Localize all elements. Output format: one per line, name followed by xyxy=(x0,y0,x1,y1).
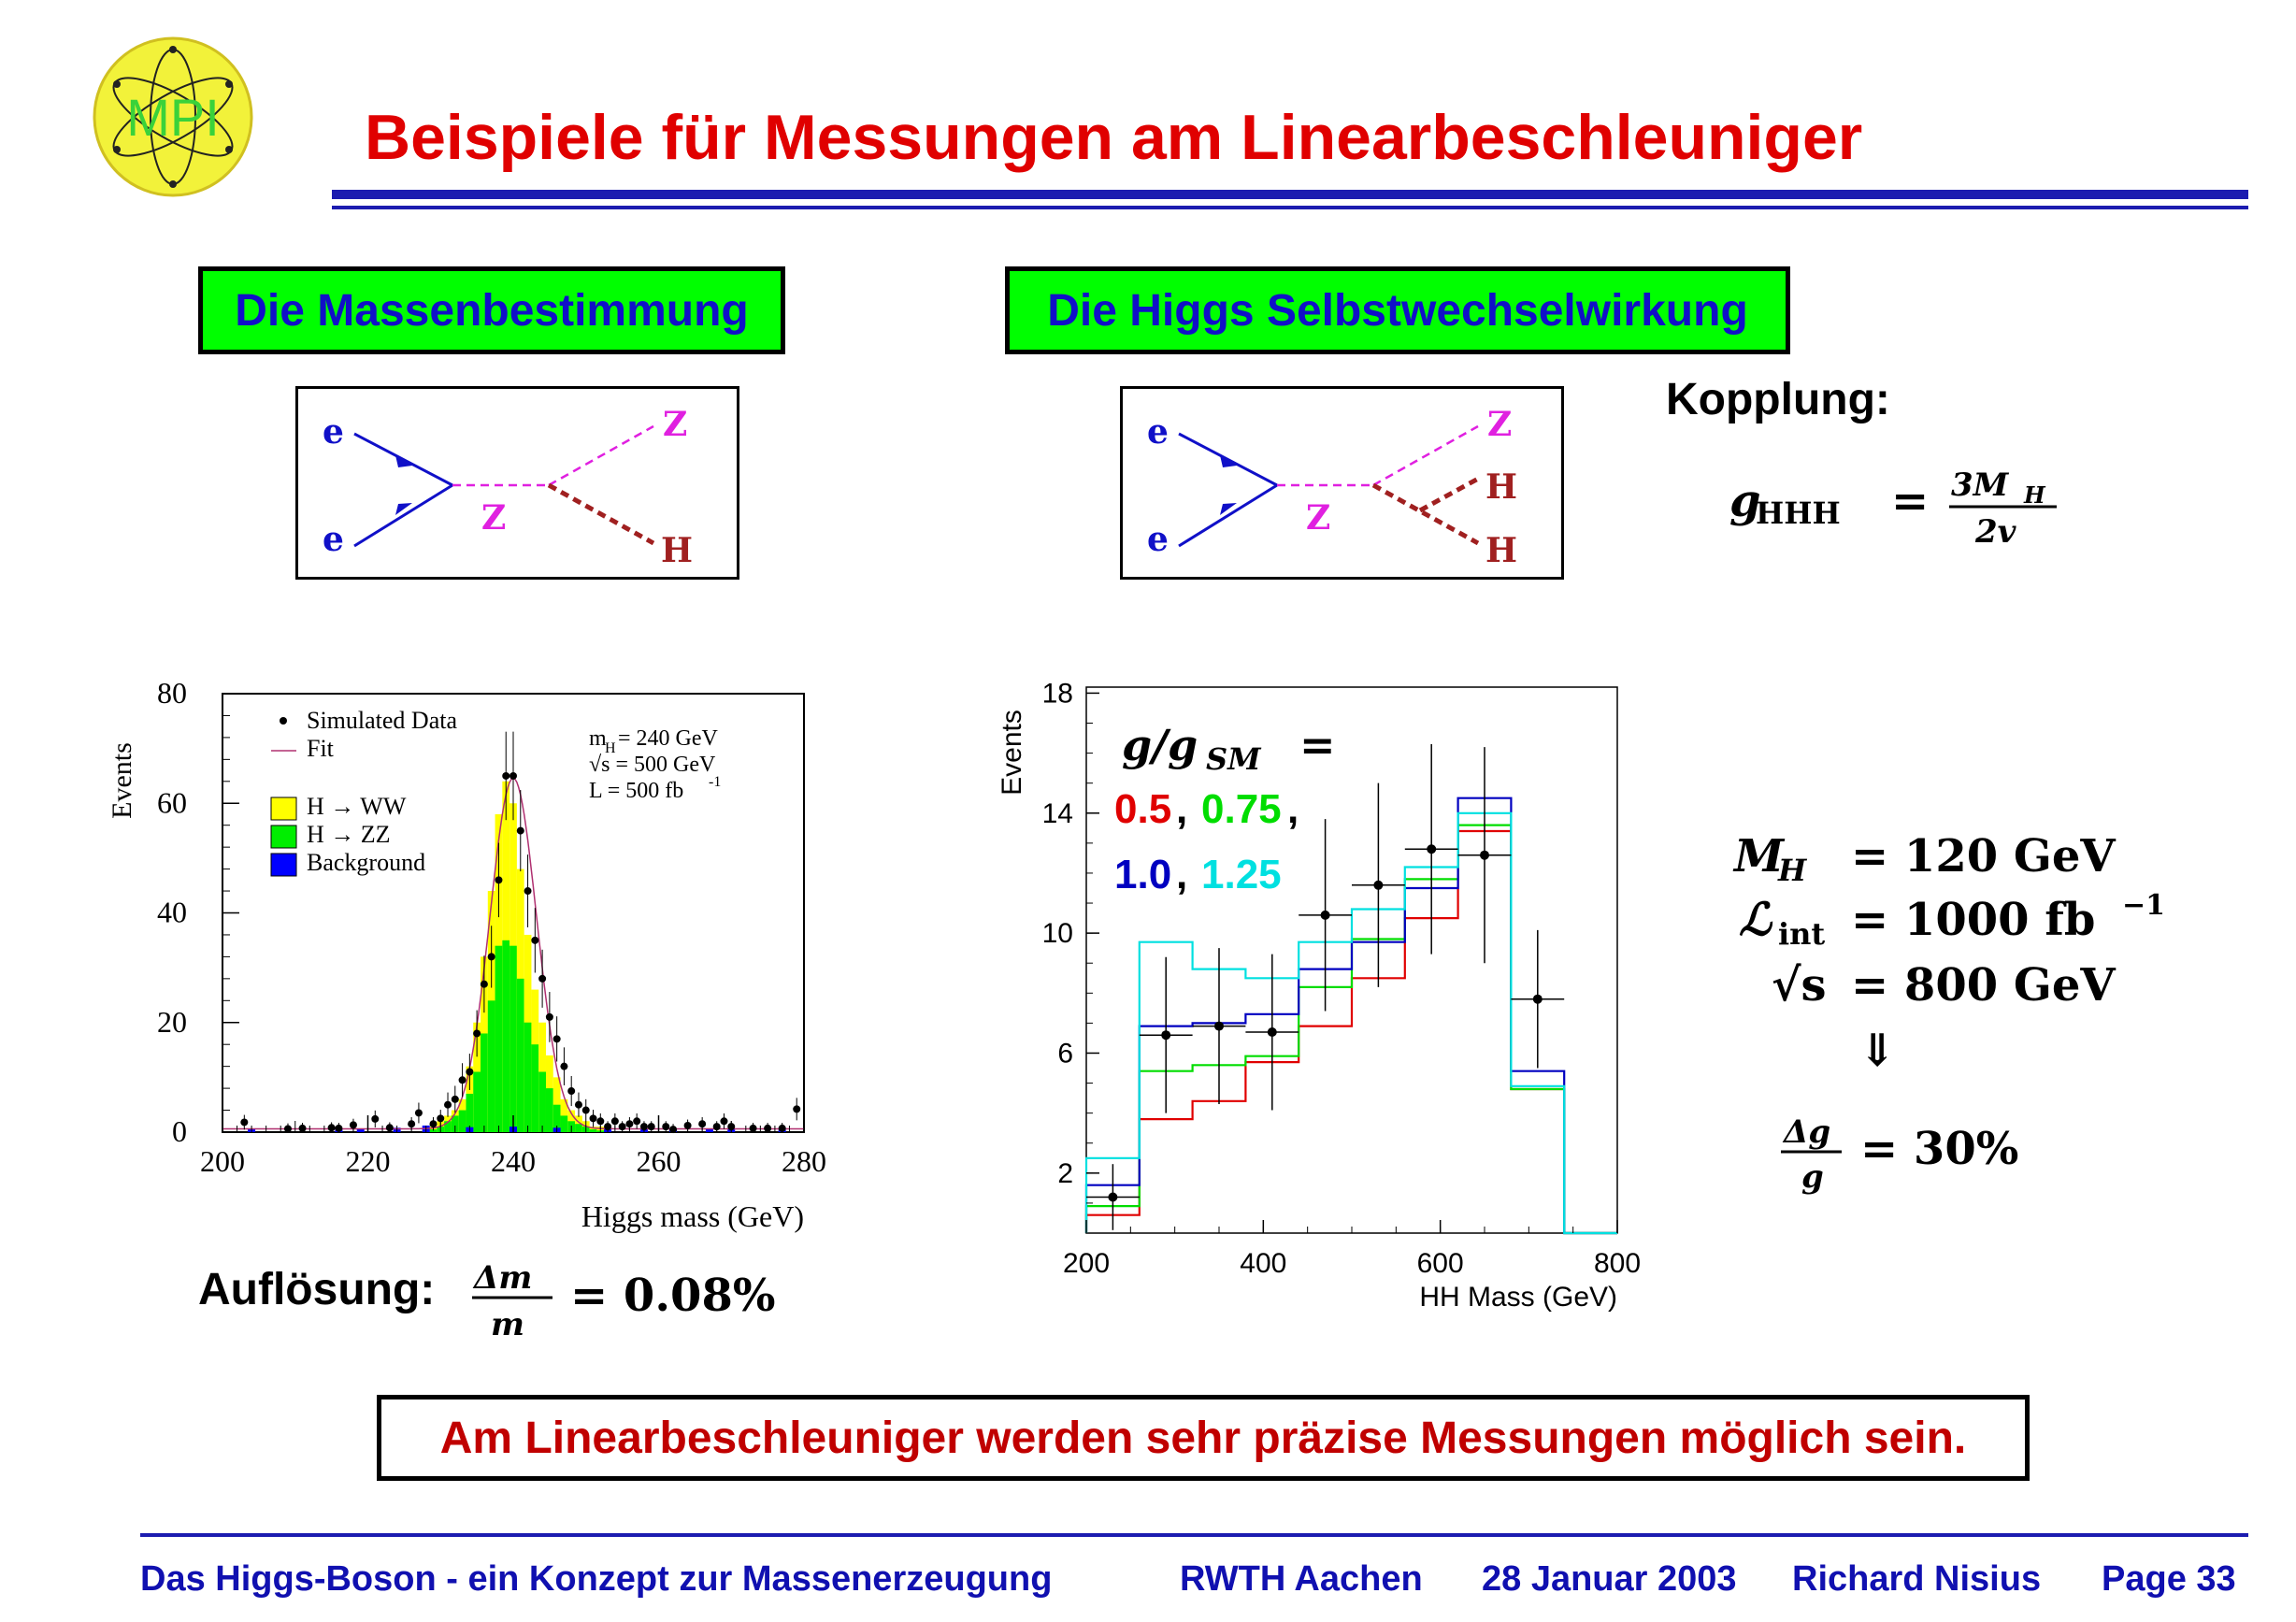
mh-value: = 120 GeV xyxy=(1851,830,2116,883)
footer-author: Richard Nisius xyxy=(1792,1559,2042,1599)
sqrts-value: = 800 GeV xyxy=(1851,959,2116,1012)
data-point xyxy=(466,1069,473,1076)
legend-label-0.75: 0.75 xyxy=(1201,786,1282,832)
aufloesung-label: Auflösung: xyxy=(198,1265,436,1314)
higgs-out-label-1: H xyxy=(1485,467,1518,507)
z-propagator-label: Z xyxy=(481,498,507,538)
y-tick-label: 40 xyxy=(157,895,187,929)
y-tick-label: 14 xyxy=(1041,797,1073,829)
z-out-label: Z xyxy=(663,405,688,444)
higgs-mass-chart xyxy=(103,668,851,1243)
data-point xyxy=(1480,851,1489,860)
data-point xyxy=(1533,995,1543,1004)
y-tick-label: 6 xyxy=(1057,1038,1073,1069)
data-point xyxy=(386,1124,394,1131)
x-tick-label: 200 xyxy=(200,1144,245,1178)
data-point xyxy=(764,1125,771,1132)
higgs-out-label: H xyxy=(661,531,694,570)
data-point xyxy=(582,1107,590,1114)
y-tick-label: 18 xyxy=(1041,678,1073,710)
title-rule-thick xyxy=(332,190,2248,199)
legend-label-1.25: 1.25 xyxy=(1201,852,1282,897)
legend-label-data: Simulated Data xyxy=(307,707,458,734)
data-point xyxy=(488,953,495,960)
coupling-symbol: g xyxy=(1729,475,1761,527)
zz-bar xyxy=(473,1072,481,1132)
x-tick-label: 400 xyxy=(1240,1248,1287,1279)
chart2-x-axis-label: HH Mass (GeV) xyxy=(1419,1282,1617,1313)
x-tick-label: 800 xyxy=(1593,1248,1642,1279)
data-point xyxy=(495,876,502,883)
legend-label-zz: H → ZZ xyxy=(307,821,391,848)
zz-bar xyxy=(524,1023,532,1132)
y-tick-label: 80 xyxy=(157,676,187,710)
hh-mass-chart xyxy=(991,668,1664,1313)
data-point xyxy=(779,1125,786,1132)
footer-page: Page 33 xyxy=(2102,1559,2236,1599)
data-point xyxy=(1268,1027,1277,1037)
dm-denominator: m xyxy=(491,1306,524,1343)
chart1-y-axis-label: Events xyxy=(107,742,137,819)
mh-symbol: M xyxy=(1734,830,1785,883)
lumi-subscript: int xyxy=(1778,916,1826,952)
zz-bar xyxy=(561,1115,568,1132)
annotation-sqrts: √s = 500 GeV xyxy=(589,753,716,777)
y-tick-label: 10 xyxy=(1041,918,1073,950)
data-point xyxy=(538,975,546,983)
mh-subscript: H xyxy=(1778,853,1807,888)
zz-bar xyxy=(546,1088,553,1132)
legend-swatch-ww xyxy=(271,797,296,820)
data-point xyxy=(1321,911,1330,920)
conclusion-box: Am Linearbeschleuniger werden sehr präzise Messungen möglich sein. xyxy=(377,1395,2030,1481)
chart2-y-axis-label: Events xyxy=(997,710,1027,796)
annotation-lumi: L = 500 fb xyxy=(589,779,684,803)
kopplung-label: Kopplung: xyxy=(1666,375,1890,424)
chart1-x-axis-label: Higgs mass (GeV) xyxy=(581,1199,804,1233)
data-point xyxy=(1108,1192,1117,1201)
data-point xyxy=(604,1123,611,1130)
data-point xyxy=(444,1101,452,1109)
dm-numerator: Δm xyxy=(474,1259,533,1297)
resolution-formula xyxy=(463,1253,799,1346)
feynman-zhh-diagram xyxy=(1120,386,1564,580)
box-mass-measurement: Die Massenbestimmung xyxy=(198,266,785,354)
data-point xyxy=(1427,844,1436,854)
data-point xyxy=(524,887,532,895)
lumi-value: = 1000 fb xyxy=(1851,894,2096,946)
data-point xyxy=(502,772,509,780)
svg-text:,: , xyxy=(1176,786,1188,832)
data-point xyxy=(662,1123,669,1130)
legend-title-eq: = xyxy=(1299,720,1336,770)
z-out-label: Z xyxy=(1487,405,1513,444)
coupling-numerator-sub: H xyxy=(2024,481,2045,509)
slide-title: Beispiele für Messungen am Linearbeschleuniger xyxy=(365,102,1863,173)
annotation-mass-value: = 240 GeV xyxy=(618,726,718,751)
higgs-out-label-2: H xyxy=(1485,531,1518,570)
x-tick-label: 280 xyxy=(782,1144,826,1178)
data-point xyxy=(459,1076,466,1084)
legend-marker-data xyxy=(280,717,287,725)
mpi-logo xyxy=(89,33,257,201)
coupling-equals: = xyxy=(1891,475,1930,527)
lumi-exponent: −1 xyxy=(2122,889,2166,922)
data-point xyxy=(481,981,488,988)
zz-bar xyxy=(575,1124,582,1132)
data-point xyxy=(596,1117,604,1125)
dm-value: = 0.08% xyxy=(570,1270,776,1322)
zz-bar xyxy=(495,946,503,1132)
data-point xyxy=(633,1117,640,1125)
data-point xyxy=(567,1087,575,1095)
logo-text: MPI xyxy=(126,88,220,147)
annotation-mass-m: m xyxy=(589,726,607,751)
data-point xyxy=(1373,881,1383,890)
zz-bar xyxy=(459,1111,466,1132)
footer-talk-title: Das Higgs-Boson - ein Konzept zur Massenerzeugung xyxy=(140,1559,1053,1599)
footer-date: 28 Januar 2003 xyxy=(1482,1559,1737,1599)
x-tick-label: 240 xyxy=(491,1144,536,1178)
feynman-zh-diagram xyxy=(295,386,739,580)
legend-label-0.5: 0.5 xyxy=(1114,786,1172,832)
data-point xyxy=(452,1096,459,1103)
electron-label-1: e xyxy=(323,412,344,452)
electron-label-1: e xyxy=(1147,412,1169,452)
x-tick-label: 200 xyxy=(1062,1248,1111,1279)
data-point xyxy=(648,1123,655,1130)
data-point xyxy=(240,1118,248,1126)
data-point xyxy=(1161,1030,1170,1040)
legend-label-fit: Fit xyxy=(307,735,334,762)
dg-numerator: Δg xyxy=(1784,1113,1831,1151)
data-point xyxy=(429,1120,437,1127)
z-propagator-label: Z xyxy=(1306,498,1331,538)
data-point xyxy=(575,1101,582,1109)
annotation-lumi-exp: -1 xyxy=(709,774,722,790)
zz-bar xyxy=(590,1129,597,1132)
y-tick-label: 60 xyxy=(157,785,187,820)
zz-bar xyxy=(517,979,524,1132)
zz-bar xyxy=(509,946,517,1132)
zz-bar xyxy=(502,940,509,1132)
electron-label-2: e xyxy=(323,520,344,559)
lumi-symbol: ℒ xyxy=(1739,894,1772,946)
sqrts-symbol: √s xyxy=(1772,959,1827,1012)
svg-text:,: , xyxy=(1287,786,1299,832)
data-point xyxy=(371,1115,379,1123)
data-point xyxy=(299,1125,307,1132)
dg-denominator: g xyxy=(1801,1158,1824,1196)
zz-bar xyxy=(488,1000,495,1132)
legend-label-ww: H → WW xyxy=(307,793,407,820)
legend-label-background: Background xyxy=(307,849,426,876)
zz-bar xyxy=(538,1072,546,1132)
y-tick-label: 20 xyxy=(157,1004,187,1039)
coupling-subscript: HHH xyxy=(1756,495,1841,531)
data-point xyxy=(473,1029,481,1037)
y-tick-label: 2 xyxy=(1057,1157,1073,1189)
legend-title-sub: SM xyxy=(1206,741,1261,777)
legend-swatch-zz xyxy=(271,825,296,848)
box-higgs-self-coupling: Die Higgs Selbstwechselwirkung xyxy=(1005,266,1790,354)
data-point xyxy=(619,1123,626,1130)
data-point xyxy=(517,827,524,835)
data-point xyxy=(284,1125,292,1132)
coupling-formula xyxy=(1725,458,2080,561)
data-point xyxy=(531,937,538,944)
data-point xyxy=(328,1124,336,1131)
coupling-numerator: 3M xyxy=(1951,467,2009,504)
data-point xyxy=(590,1114,597,1122)
title-rule-thin xyxy=(332,206,2248,209)
x-tick-label: 600 xyxy=(1416,1248,1464,1279)
electron-label-2: e xyxy=(1147,520,1169,559)
zz-bar xyxy=(481,1033,488,1132)
parameter-formulas xyxy=(1711,813,2166,1197)
data-point xyxy=(546,1013,553,1021)
svg-text:,: , xyxy=(1176,852,1188,897)
x-tick-label: 220 xyxy=(345,1144,391,1178)
coupling-denominator: 2v xyxy=(1975,513,2016,551)
y-tick-label: 0 xyxy=(172,1114,187,1148)
data-point xyxy=(1214,1022,1224,1031)
data-point xyxy=(415,1109,423,1116)
implies-arrow: ⇓ xyxy=(1858,1025,1897,1077)
data-point xyxy=(720,1117,727,1125)
x-tick-label: 260 xyxy=(636,1144,682,1178)
annotation-mass-sub: H xyxy=(605,740,616,756)
data-point xyxy=(560,1063,567,1070)
footer-rule xyxy=(140,1533,2248,1537)
data-point xyxy=(611,1117,619,1125)
dg-value: = 30% xyxy=(1860,1123,2019,1175)
data-point xyxy=(750,1125,757,1132)
footer-place: RWTH Aachen xyxy=(1180,1559,1423,1599)
zz-bar xyxy=(531,1044,538,1132)
legend-title: g/g xyxy=(1122,720,1198,770)
data-point xyxy=(793,1105,800,1112)
data-point xyxy=(553,1035,561,1042)
legend-label-1.0: 1.0 xyxy=(1114,852,1172,897)
legend-swatch-background xyxy=(271,854,296,876)
data-point xyxy=(509,772,517,780)
